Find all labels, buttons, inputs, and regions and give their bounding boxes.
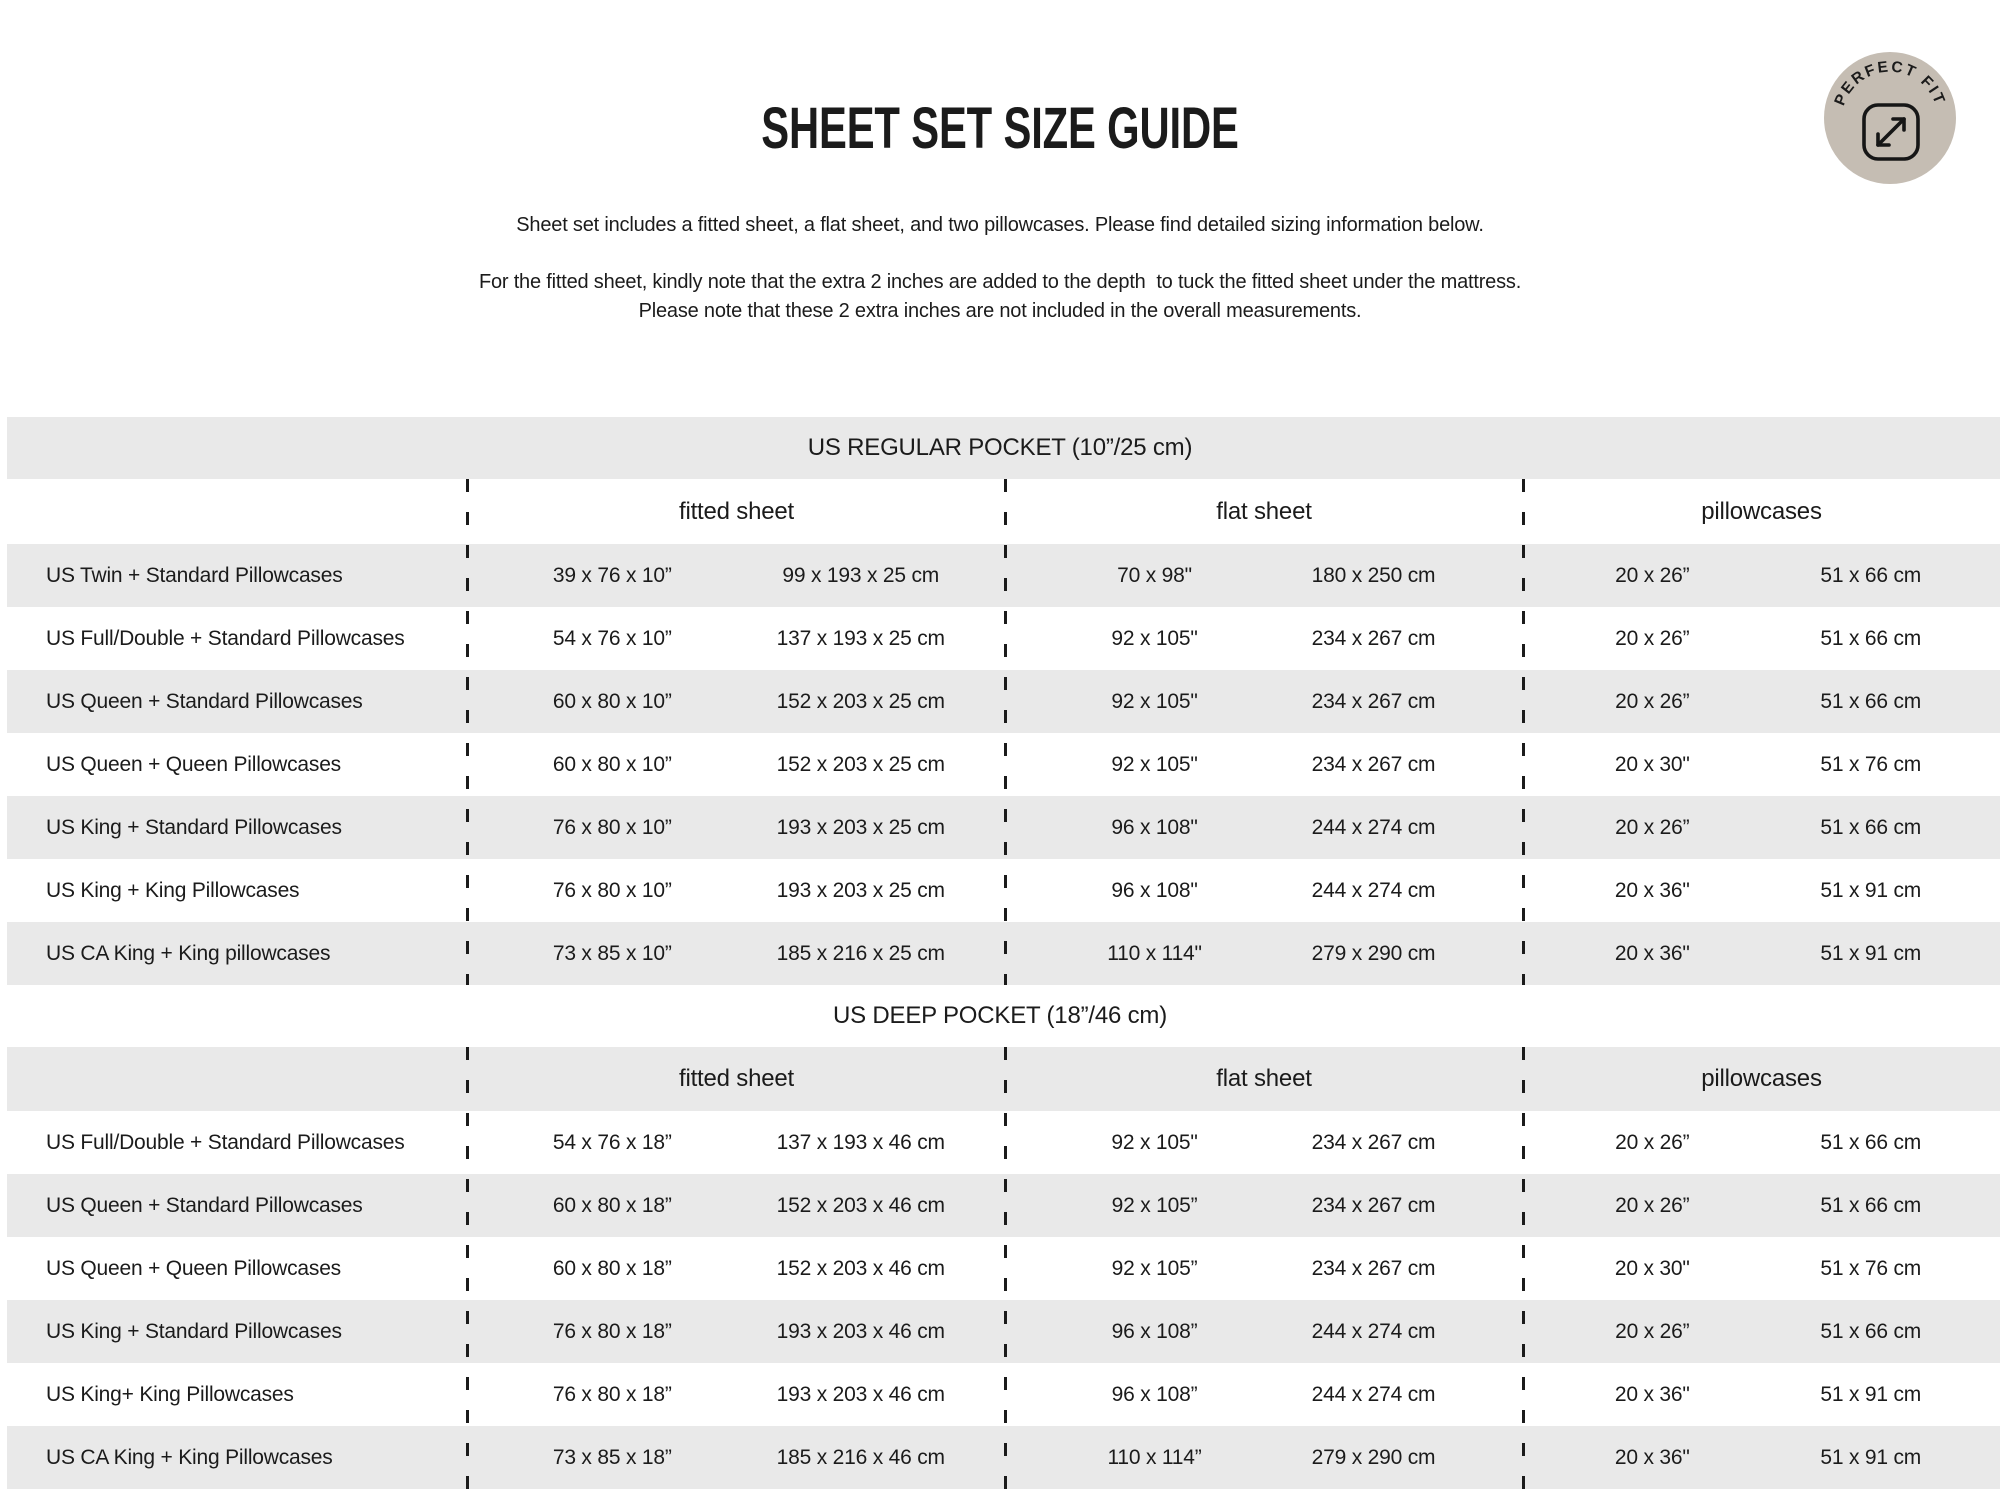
pillowcases-values — [1523, 1383, 2000, 1407]
flat-sheet-values — [1005, 690, 1523, 714]
flat-sheet-cm: 234 x 267 cm — [1311, 1256, 1436, 1280]
flat-sheet-inches: 92 x 105” — [1111, 1256, 1198, 1280]
flat-sheet-inches: 92 x 105" — [1111, 1130, 1198, 1154]
dashed-separator — [1004, 479, 1007, 985]
size-tables — [0, 417, 2000, 1489]
regular-pocket-section — [0, 417, 2000, 985]
fitted-sheet-values — [468, 1131, 1005, 1155]
row-label: US King+ King Pillowcases — [46, 1382, 294, 1406]
pillowcases-inches: 20 x 36" — [1614, 1445, 1690, 1469]
dashed-separator — [466, 1047, 469, 1500]
row-label: US Queen + Standard Pillowcases — [46, 689, 363, 713]
pillowcases-values — [1523, 1131, 2000, 1155]
flat-sheet-inches: 96 x 108” — [1111, 1319, 1198, 1343]
page-title: SHEET SET SIZE GUIDE — [761, 96, 1239, 161]
column-header-pillowcases: pillowcases — [1701, 1065, 1822, 1092]
column-headers — [0, 479, 2000, 544]
table-row — [0, 1237, 2000, 1300]
row-label: US King + Standard Pillowcases — [46, 815, 342, 839]
fitted-sheet-cm: 193 x 203 x 25 cm — [776, 878, 945, 902]
table-row — [0, 1111, 2000, 1174]
column-header-flat-sheet: flat sheet — [1216, 497, 1312, 525]
flat-sheet-cm: 244 x 274 cm — [1311, 815, 1436, 839]
pillowcases-values — [1523, 1446, 2000, 1470]
flat-sheet-cm: 234 x 267 cm — [1311, 752, 1436, 776]
column-headers — [0, 1047, 2000, 1111]
fitted-sheet-cm: 137 x 193 x 25 cm — [776, 626, 945, 650]
pillowcases-inches: 20 x 36" — [1614, 1382, 1690, 1406]
pillowcases-values — [1523, 1257, 2000, 1281]
pillowcases-cm: 51 x 66 cm — [1820, 626, 1922, 650]
flat-sheet-values — [1005, 1446, 1523, 1470]
column-header-fitted-sheet: fitted sheet — [678, 497, 794, 525]
pillowcases-inches: 20 x 26” — [1615, 1130, 1690, 1154]
table-row — [0, 670, 2000, 733]
fitted-sheet-inches: 60 x 80 x 18” — [552, 1256, 672, 1280]
fitted-sheet-cm: 152 x 203 x 25 cm — [776, 752, 945, 776]
flat-sheet-values — [1005, 753, 1523, 777]
fitted-sheet-inches: 60 x 80 x 10” — [552, 689, 672, 713]
fitted-sheet-inches: 76 x 80 x 18” — [552, 1382, 672, 1406]
table-row — [0, 733, 2000, 796]
pillowcases-values — [1523, 879, 2000, 903]
fitted-sheet-cm: 185 x 216 x 25 cm — [776, 941, 945, 965]
fitted-sheet-cm: 137 x 193 x 46 cm — [776, 1130, 945, 1154]
pillowcases-cm: 51 x 76 cm — [1820, 1256, 1922, 1280]
fitted-sheet-values — [468, 942, 1005, 966]
flat-sheet-values — [1005, 627, 1523, 651]
table-row — [0, 544, 2000, 607]
fitted-sheet-cm: 193 x 203 x 46 cm — [776, 1319, 945, 1343]
pillowcases-values — [1523, 690, 2000, 714]
row-label: US Twin + Standard Pillowcases — [46, 563, 343, 587]
fitted-sheet-inches: 73 x 85 x 10” — [552, 941, 672, 965]
flat-sheet-values — [1005, 1383, 1523, 1407]
flat-sheet-inches: 70 x 98" — [1117, 563, 1192, 587]
table-rows — [0, 1111, 2000, 1489]
flat-sheet-cm: 234 x 267 cm — [1311, 1130, 1436, 1154]
flat-sheet-inches: 92 x 105" — [1111, 752, 1198, 776]
flat-sheet-cm: 234 x 267 cm — [1311, 626, 1436, 650]
row-label: US CA King + King Pillowcases — [46, 1445, 333, 1469]
table-row — [0, 607, 2000, 670]
fitted-sheet-inches: 76 x 80 x 10” — [552, 878, 672, 902]
table-row — [0, 1174, 2000, 1237]
fitted-sheet-values — [468, 564, 1005, 588]
fitted-sheet-cm: 193 x 203 x 25 cm — [776, 815, 945, 839]
fitted-sheet-inches: 60 x 80 x 18” — [552, 1193, 672, 1217]
pillowcases-cm: 51 x 91 cm — [1820, 941, 1922, 965]
pillowcases-inches: 20 x 26” — [1615, 626, 1690, 650]
pillowcases-values — [1523, 753, 2000, 777]
flat-sheet-cm: 234 x 267 cm — [1311, 689, 1436, 713]
table-row — [0, 922, 2000, 985]
fitted-sheet-inches: 76 x 80 x 18” — [552, 1319, 672, 1343]
flat-sheet-inches: 96 x 108" — [1111, 878, 1198, 902]
pillowcases-values — [1523, 564, 2000, 588]
row-label: US Queen + Queen Pillowcases — [46, 1256, 341, 1280]
fitted-sheet-cm: 193 x 203 x 46 cm — [776, 1382, 945, 1406]
pillowcases-inches: 20 x 26” — [1615, 689, 1690, 713]
flat-sheet-inches: 110 x 114” — [1107, 1445, 1202, 1469]
flat-sheet-inches: 92 x 105" — [1111, 626, 1198, 650]
flat-sheet-cm: 244 x 274 cm — [1311, 878, 1436, 902]
flat-sheet-values — [1005, 1194, 1523, 1218]
table-row — [0, 1300, 2000, 1363]
dashed-separator — [1522, 479, 1525, 985]
flat-sheet-cm: 244 x 274 cm — [1311, 1319, 1436, 1343]
fitted-sheet-values — [468, 753, 1005, 777]
fitted-sheet-inches: 73 x 85 x 18” — [552, 1445, 672, 1469]
badge-label: PERFECT FIT — [1831, 58, 1949, 109]
pillowcases-cm: 51 x 91 cm — [1820, 878, 1922, 902]
row-label: US King + Standard Pillowcases — [46, 1319, 342, 1343]
deep-pocket-section — [0, 985, 2000, 1489]
column-header-fitted-sheet: fitted sheet — [678, 1065, 794, 1092]
flat-sheet-values — [1005, 1131, 1523, 1155]
pillowcases-inches: 20 x 36" — [1614, 941, 1690, 965]
pillowcases-values — [1523, 816, 2000, 840]
pillowcases-inches: 20 x 30" — [1614, 752, 1690, 776]
pillowcases-values — [1523, 627, 2000, 651]
table-rows — [0, 544, 2000, 985]
fitted-sheet-cm: 152 x 203 x 46 cm — [776, 1256, 945, 1280]
perfect-fit-badge — [1820, 48, 1960, 188]
pillowcases-values — [1523, 1194, 2000, 1218]
pillowcases-cm: 51 x 91 cm — [1820, 1445, 1922, 1469]
row-label: US Full/Double + Standard Pillowcases — [46, 1130, 405, 1154]
flat-sheet-inches: 92 x 105" — [1111, 689, 1198, 713]
flat-sheet-inches: 96 x 108” — [1111, 1382, 1198, 1406]
row-label: US CA King + King pillowcases — [46, 941, 331, 965]
section-title-regular-pocket: US REGULAR POCKET (10”/25 cm) — [0, 417, 2000, 479]
table-row — [0, 1426, 2000, 1489]
pillowcases-values — [1523, 1320, 2000, 1344]
flat-sheet-values — [1005, 879, 1523, 903]
flat-sheet-cm: 279 x 290 cm — [1311, 1445, 1436, 1469]
pillowcases-cm: 51 x 66 cm — [1820, 689, 1922, 713]
column-header-flat-sheet: flat sheet — [1216, 1065, 1312, 1092]
table-row — [0, 796, 2000, 859]
fitted-sheet-inches: 54 x 76 x 18” — [552, 1130, 672, 1154]
row-label: US King + King Pillowcases — [46, 878, 300, 902]
section-title-deep-pocket: US DEEP POCKET (18”/46 cm) — [832, 1002, 1167, 1029]
dashed-separator — [1522, 1047, 1525, 1500]
fitted-sheet-values — [468, 1320, 1005, 1344]
row-label: US Queen + Queen Pillowcases — [46, 752, 341, 776]
flat-sheet-inches: 96 x 108" — [1111, 815, 1198, 839]
fitted-sheet-cm: 185 x 216 x 46 cm — [776, 1445, 945, 1469]
pillowcases-inches: 20 x 26” — [1615, 815, 1690, 839]
flat-sheet-cm: 234 x 267 cm — [1311, 1193, 1436, 1217]
fitted-sheet-inches: 60 x 80 x 10” — [552, 752, 672, 776]
row-label: US Queen + Standard Pillowcases — [46, 1193, 363, 1217]
fitted-sheet-cm: 99 x 193 x 25 cm — [782, 563, 940, 587]
flat-sheet-values — [1005, 1320, 1523, 1344]
pillowcases-cm: 51 x 66 cm — [1820, 1319, 1922, 1343]
pillowcases-inches: 20 x 26” — [1615, 563, 1690, 587]
table-row — [0, 859, 2000, 922]
fitted-sheet-cm: 152 x 203 x 46 cm — [776, 1193, 945, 1217]
pillowcases-inches: 20 x 30" — [1614, 1256, 1690, 1280]
pillowcases-cm: 51 x 91 cm — [1820, 1382, 1922, 1406]
row-label: US Full/Double + Standard Pillowcases — [46, 626, 405, 650]
flat-sheet-values — [1005, 942, 1523, 966]
pillowcases-values — [1523, 942, 2000, 966]
fitted-sheet-values — [468, 1257, 1005, 1281]
fitted-sheet-inches: 39 x 76 x 10” — [552, 563, 672, 587]
pillowcases-cm: 51 x 66 cm — [1820, 1130, 1922, 1154]
flat-sheet-values — [1005, 1257, 1523, 1281]
table-row — [0, 1363, 2000, 1426]
flat-sheet-cm: 180 x 250 cm — [1311, 563, 1436, 587]
fitted-sheet-inches: 76 x 80 x 10” — [552, 815, 672, 839]
flat-sheet-inches: 92 x 105” — [1111, 1193, 1198, 1217]
pillowcases-cm: 51 x 66 cm — [1820, 815, 1922, 839]
fitted-sheet-values — [468, 627, 1005, 651]
fitted-sheet-values — [468, 1446, 1005, 1470]
fitted-sheet-cm: 152 x 203 x 25 cm — [776, 689, 945, 713]
dashed-separator — [466, 479, 469, 985]
fitted-sheet-values — [468, 1194, 1005, 1218]
flat-sheet-cm: 244 x 274 cm — [1311, 1382, 1436, 1406]
pillowcases-cm: 51 x 66 cm — [1820, 1193, 1922, 1217]
fitted-sheet-values — [468, 690, 1005, 714]
intro-text: Sheet set includes a fitted sheet, a flat sheet, and two pillowcases. Please find detailed sizing information below. — [516, 214, 1484, 236]
pillowcases-inches: 20 x 26” — [1615, 1193, 1690, 1217]
flat-sheet-values — [1005, 816, 1523, 840]
pillowcases-inches: 20 x 36" — [1614, 878, 1690, 902]
pillowcases-inches: 20 x 26” — [1615, 1319, 1690, 1343]
dashed-separator — [1004, 1047, 1007, 1500]
flat-sheet-values — [1005, 564, 1523, 588]
pillowcases-cm: 51 x 76 cm — [1820, 752, 1922, 776]
fitted-sheet-inches: 54 x 76 x 10” — [552, 626, 672, 650]
column-header-pillowcases: pillowcases — [1701, 497, 1822, 525]
note-line-1: For the fitted sheet, kindly note that the extra 2 inches are added to the depth to tuck the fitted sheet under the mattress. — [478, 271, 1522, 293]
fitted-sheet-values — [468, 1383, 1005, 1407]
fitted-sheet-values — [468, 816, 1005, 840]
flat-sheet-inches: 110 x 114" — [1107, 941, 1202, 965]
pillowcases-cm: 51 x 66 cm — [1820, 563, 1922, 587]
fitted-sheet-values — [468, 879, 1005, 903]
flat-sheet-cm: 279 x 290 cm — [1311, 941, 1436, 965]
note-line-2: Please note that these 2 extra inches are not included in the overall measurements. — [638, 300, 1362, 322]
fitted-sheet-note — [0, 268, 2000, 326]
